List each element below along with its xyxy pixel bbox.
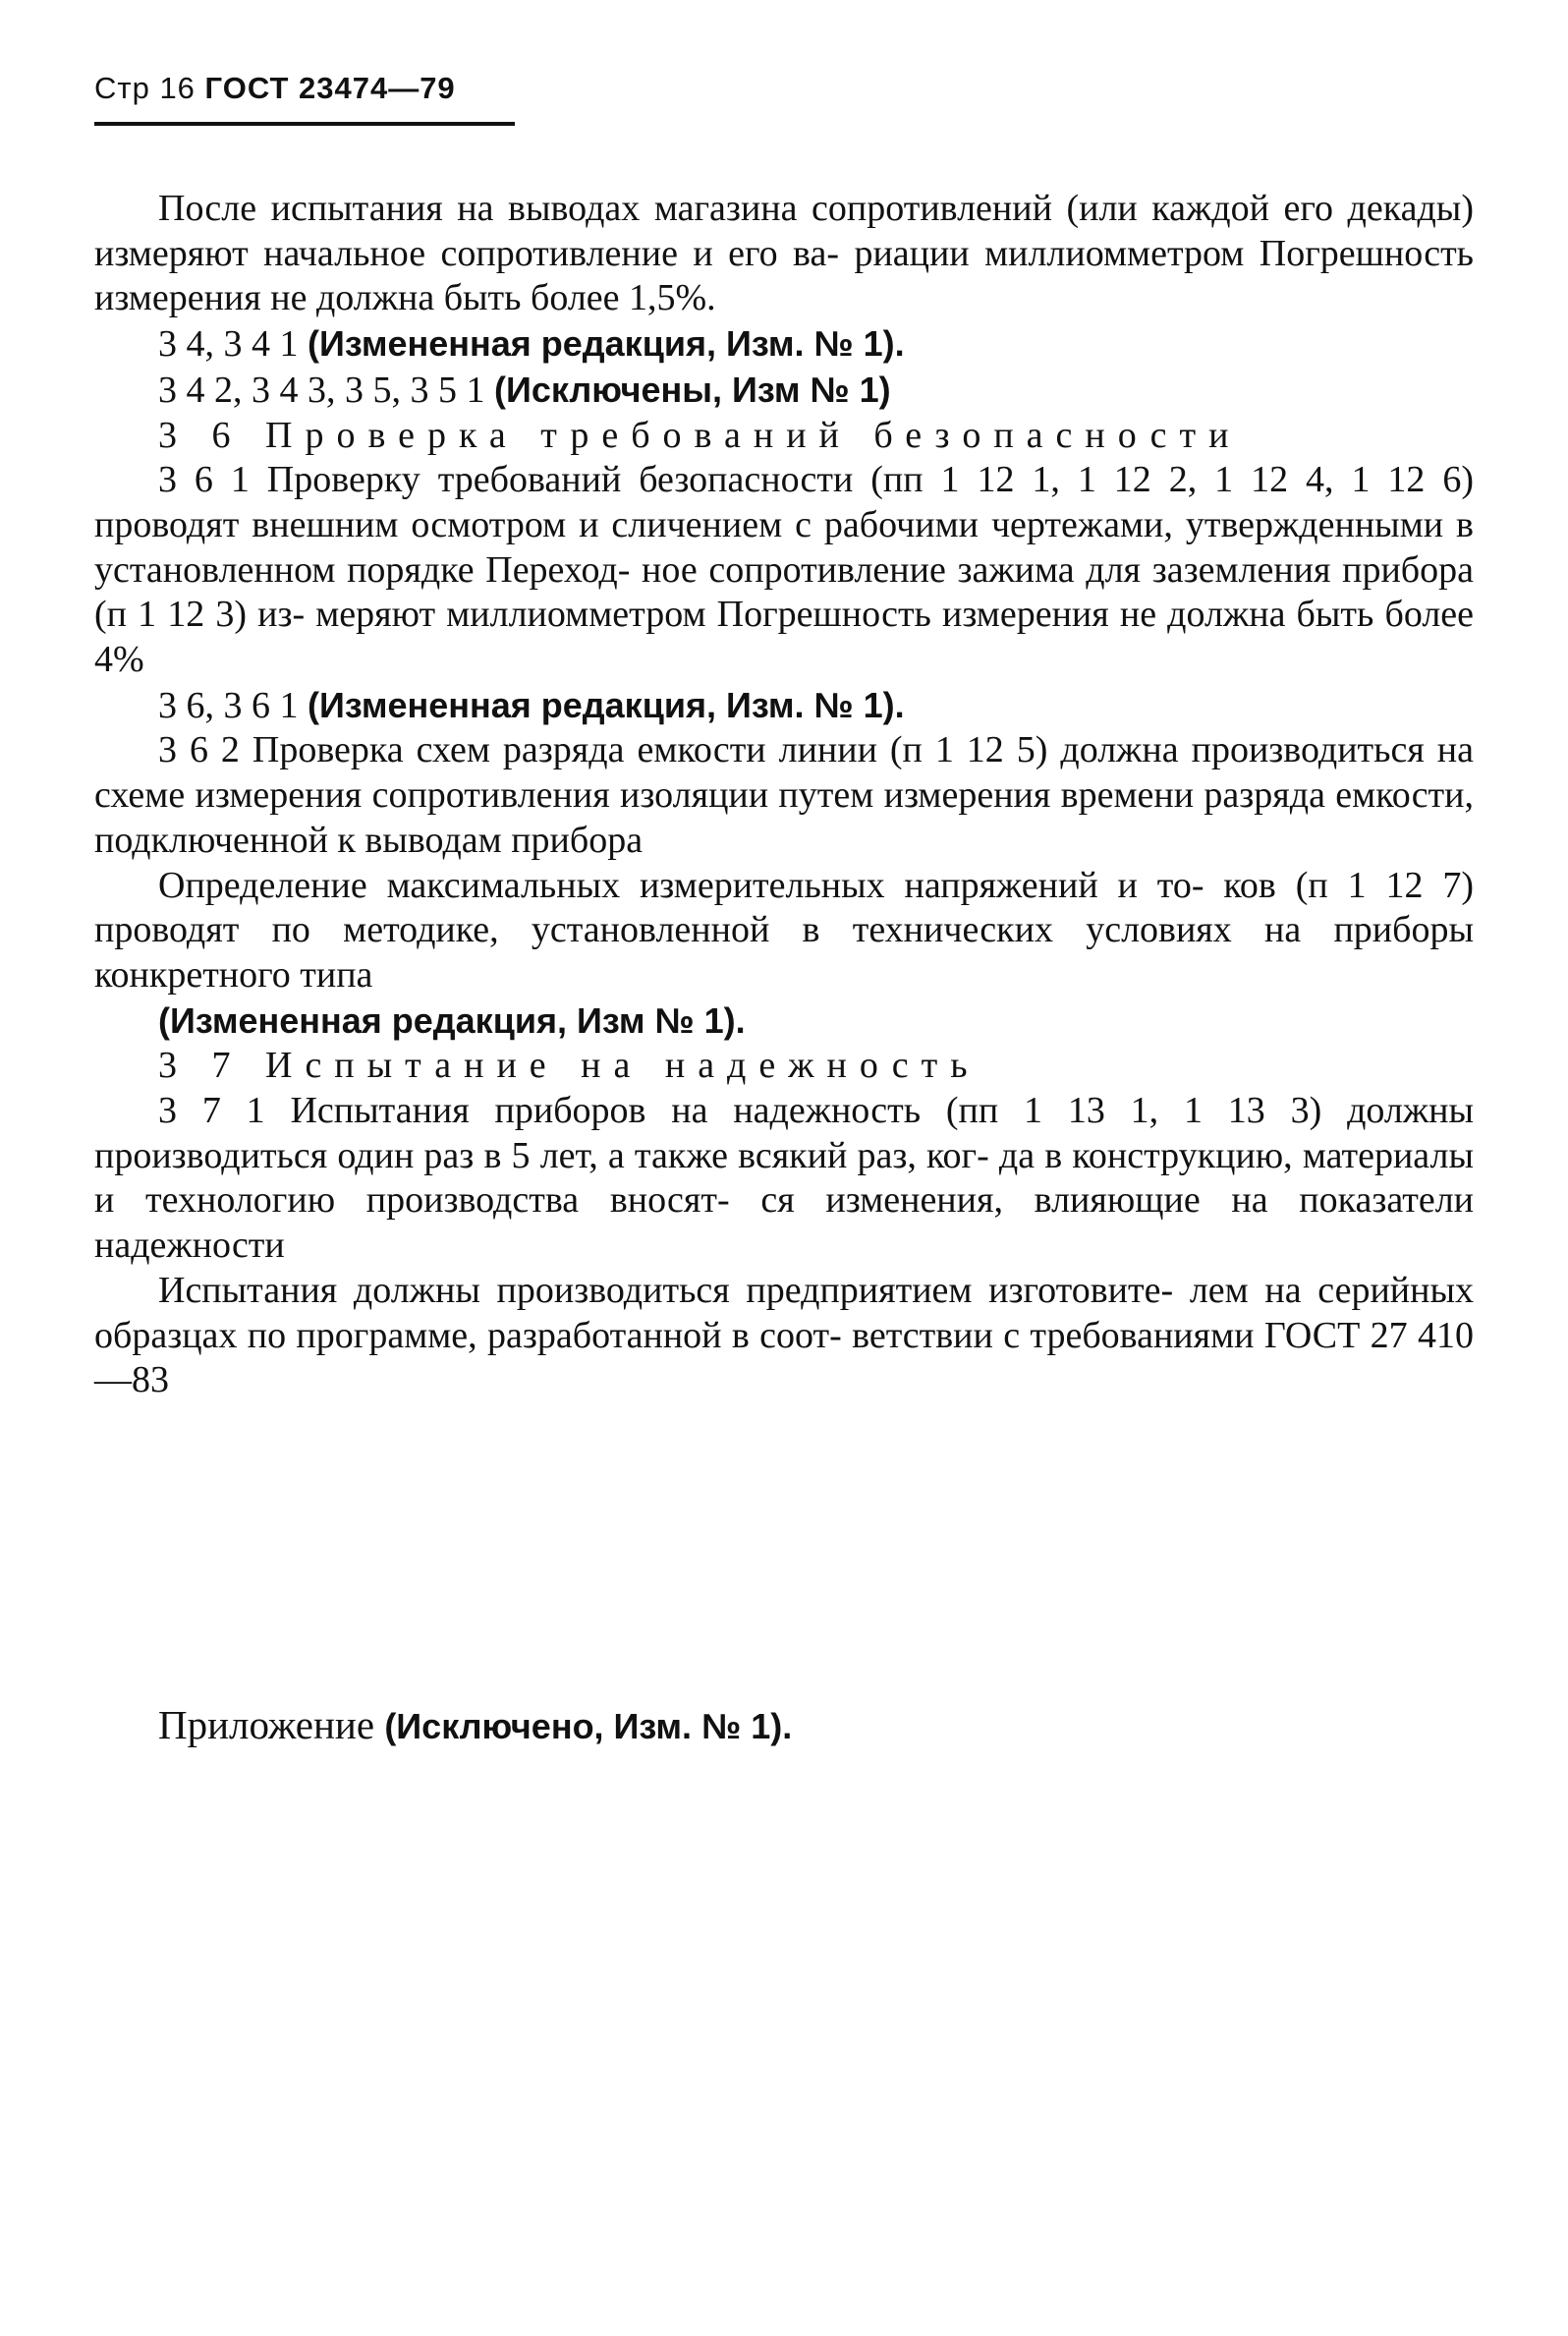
paragraph-after-test (94, 187, 1474, 321)
text-line: 3 6 1 Проверку требований безопасности (пп 1 12 1, 1 12 2, (158, 459, 1198, 501)
amendment-text: (Измененная редакция, Изм. № 1). (308, 684, 905, 725)
heading-text: 3 7 Испытание на надежность (158, 1045, 980, 1087)
text-line: риации миллиомметром Погрешность измерения не должна быть (94, 232, 1475, 319)
appendix-excluded-text: (Исключено, Изм. № 1). (384, 1706, 793, 1746)
text-line: более 4% (94, 594, 1475, 681)
document-body (94, 187, 1474, 1403)
text-line: ков (п 1 12 7) проводят по методике, установленной в технических (94, 864, 1474, 951)
paragraph-reliability-test (94, 1089, 1474, 1269)
paragraph-discharge-check (94, 728, 1474, 863)
page-number: Стр 16 (94, 71, 196, 105)
paragraph-safety-check (94, 458, 1474, 683)
text-line: более 1,5%. (531, 277, 716, 319)
text-line: ся изменения, влияющие на показатели надежности (94, 1179, 1475, 1267)
appendix-label: Приложение (158, 1702, 375, 1747)
text-line: измерения времени разряда емкости, подключенной к выводам (94, 774, 1474, 861)
heading-text: 3 6 Проверка требований безопасности (158, 414, 1242, 456)
clause-number: 3 6, 3 6 1 (158, 684, 299, 726)
text-line: производиться на схеме измерения сопротивления изоляции путем (94, 729, 1474, 817)
text-line: 3 6 2 Проверка схем разряда емкости линии (п 1 12 5) должна (158, 729, 1179, 771)
text-line: 1 12 4, 1 12 6) проводят внешним осмотром и сличением с рабочими (94, 459, 1474, 545)
text-line: должны производиться один раз в 5 лет, а также всякий раз, ког- (94, 1090, 1475, 1176)
paragraph-manufacturer-tests (94, 1269, 1474, 1403)
text-line: 3 7 1 Испытания приборов на надежность (пп 1 13 1, 1 13 3) (158, 1090, 1322, 1132)
text-line: ветствии с требованиями ГОСТ 27 410—83 (94, 1314, 1474, 1401)
text-line: чертежами, утвержденными в установленном порядке Переход- (94, 503, 1474, 591)
standard-number: ГОСТ 23474—79 (204, 71, 456, 105)
clause-number: 3 4, 3 4 1 (158, 323, 299, 366)
clause-number: 3 4 2, 3 4 3, 3 5, 3 5 1 (158, 369, 485, 411)
amendment-note (94, 321, 1474, 368)
text-line: Испытания должны производиться предприятием изготовите- (158, 1269, 1174, 1311)
text-line: условиях на приборы конкретного типа (94, 909, 1475, 996)
excluded-text: (Исключены, Изм № 1) (494, 369, 891, 410)
text-line: ное сопротивление зажима для заземления прибора (п 1 12 3) из- (94, 548, 1475, 636)
amendment-note (94, 683, 1474, 729)
text-line: меряют миллиомметром Погрешность измерения не должна быть (315, 594, 1374, 636)
text-line: каждой его декады) измеряют начальное сопротивление и его ва- (94, 188, 1474, 274)
header-rule (94, 122, 515, 126)
text-line: После испытания на выводах магазина сопротивлений (или (158, 188, 1138, 229)
amendment-text: (Измененная редакция, Изм. № 1). (308, 323, 905, 365)
page-header (94, 71, 517, 106)
text-line: Определение максимальных измерительных напряжений и то- (158, 864, 1204, 906)
text-line: да в конструкцию, материалы и технологию производства вносят- (94, 1134, 1474, 1222)
section-heading (94, 1044, 1474, 1089)
paragraph-max-voltages (94, 864, 1474, 998)
amendment-note (94, 998, 1474, 1045)
text-line: лем на серийных образцах по программе, разработанной в соот- (94, 1269, 1474, 1356)
amendment-text: (Измененная редакция, Изм № 1). (158, 999, 746, 1041)
appendix-note (158, 1700, 1435, 1751)
excluded-note (94, 368, 1474, 414)
text-line: прибора (511, 819, 644, 861)
section-heading (94, 414, 1474, 459)
